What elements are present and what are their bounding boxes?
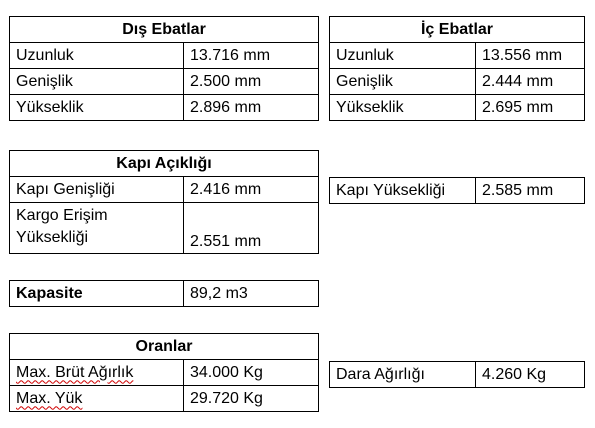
ratings-table xyxy=(9,333,319,412)
door-height-label: Kapı Yüksekliği xyxy=(330,178,476,204)
height-value: 2.896 mm xyxy=(184,95,319,121)
door-width-label: Kapı Genişliği xyxy=(10,177,184,203)
width-label: Genişlik xyxy=(10,69,184,95)
door-opening-title: Kapı Açıklığı xyxy=(10,151,319,177)
cargo-access-height-value: 2.551 mm xyxy=(184,203,319,254)
max-payload-label xyxy=(10,386,184,412)
width-value: 2.444 mm xyxy=(476,69,585,95)
max-gross-weight-label xyxy=(10,360,184,386)
door-opening-table xyxy=(9,150,319,254)
table-row xyxy=(330,95,585,121)
outer-dimensions-table xyxy=(9,16,319,121)
ratings-title: Oranlar xyxy=(10,334,319,360)
door-height-value: 2.585 mm xyxy=(476,178,585,204)
height-label: Yükseklik xyxy=(10,95,184,121)
width-value: 2.500 mm xyxy=(184,69,319,95)
table-row xyxy=(10,281,319,307)
door-width-value: 2.416 mm xyxy=(184,177,319,203)
inner-dimensions-table xyxy=(329,16,585,121)
max-payload-value: 29.720 Kg xyxy=(184,386,319,412)
capacity-table xyxy=(9,280,319,307)
table-row xyxy=(10,177,319,203)
tare-weight-value: 4.260 Kg xyxy=(476,362,585,388)
tare-weight-table xyxy=(329,361,585,388)
table-row xyxy=(10,69,319,95)
table-row xyxy=(10,360,319,386)
tare-weight-label: Dara Ağırlığı xyxy=(330,362,476,388)
table-row xyxy=(330,43,585,69)
height-value: 2.695 mm xyxy=(476,95,585,121)
table-row xyxy=(330,362,585,388)
outer-dimensions-title: Dış Ebatlar xyxy=(10,17,319,43)
length-value: 13.556 mm xyxy=(476,43,585,69)
table-row xyxy=(10,386,319,412)
height-label: Yükseklik xyxy=(330,95,476,121)
table-row xyxy=(330,178,585,204)
max-payload-text: Max. Yük xyxy=(16,389,83,407)
max-gross-weight-value: 34.000 Kg xyxy=(184,360,319,386)
capacity-value: 89,2 m3 xyxy=(184,281,319,307)
length-value: 13.716 mm xyxy=(184,43,319,69)
length-label: Uzunluk xyxy=(10,43,184,69)
length-label: Uzunluk xyxy=(330,43,476,69)
width-label: Genişlik xyxy=(330,69,476,95)
max-gross-weight-text: Max. Brüt Ağırlık xyxy=(16,363,134,381)
cargo-access-height-label: Kargo Erişim Yüksekliği xyxy=(10,203,184,254)
table-row xyxy=(330,69,585,95)
door-height-table xyxy=(329,177,585,204)
capacity-label: Kapasite xyxy=(10,281,184,307)
table-row xyxy=(10,43,319,69)
table-row xyxy=(10,95,319,121)
inner-dimensions-title: İç Ebatlar xyxy=(330,17,585,43)
table-row xyxy=(10,203,319,254)
